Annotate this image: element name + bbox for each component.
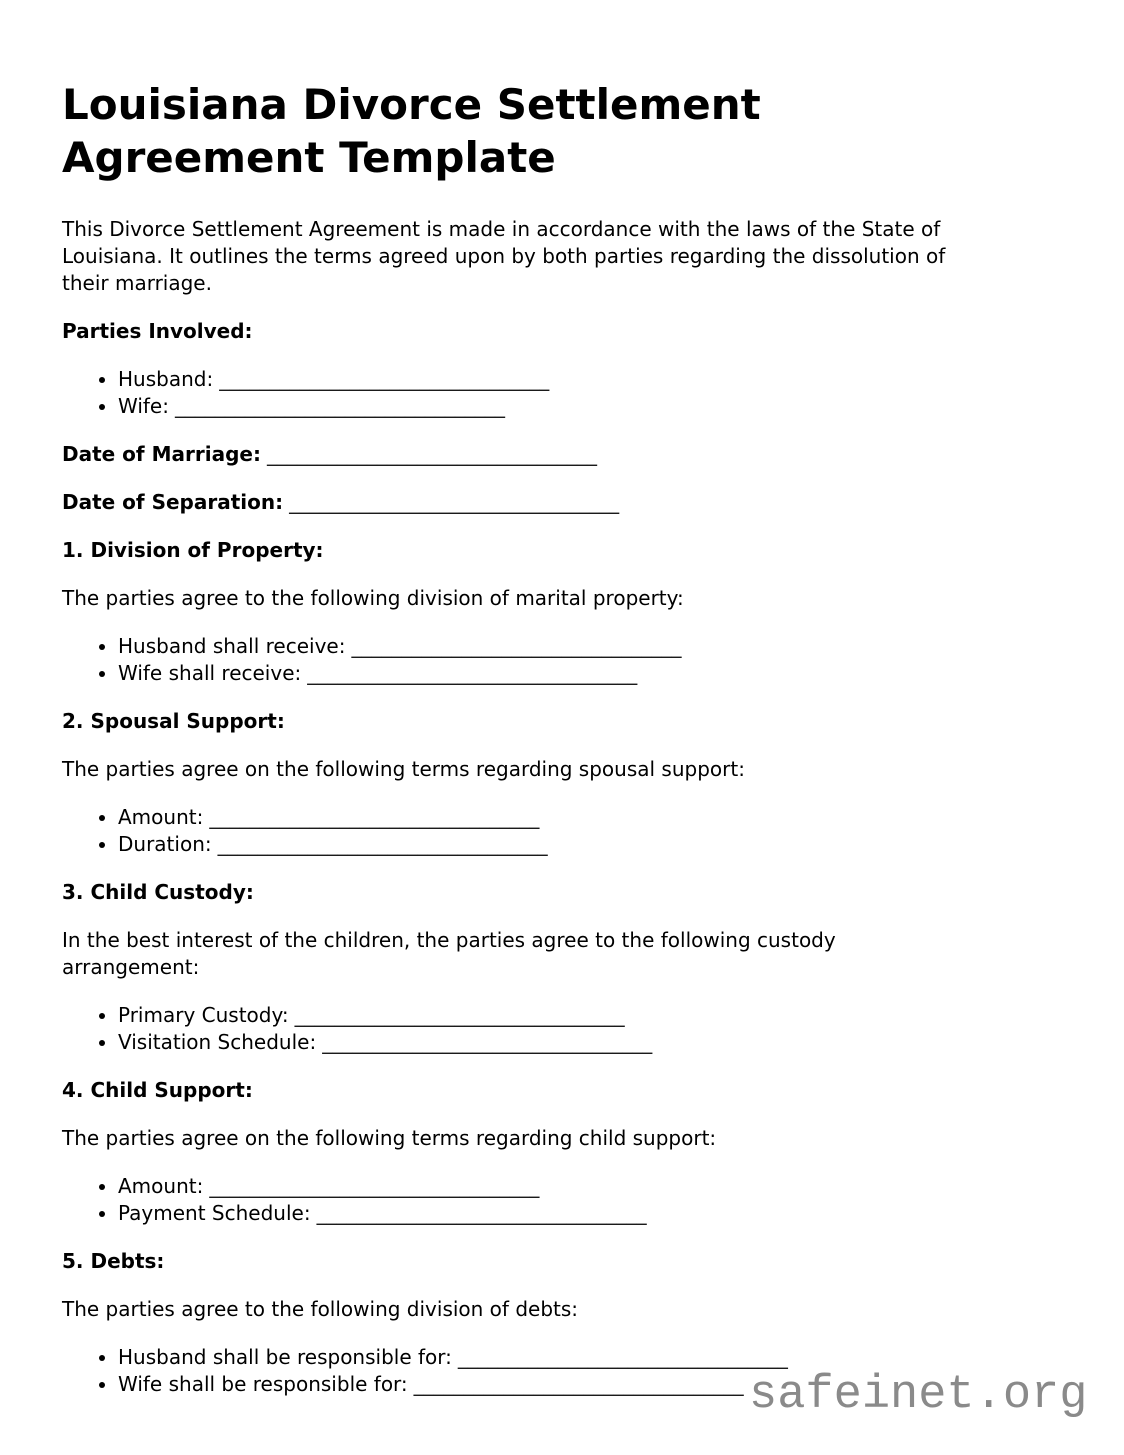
date-of-separation-blank-line: _________________________________ xyxy=(289,490,620,514)
husband-shall-receive-label: Husband shall receive: xyxy=(118,634,346,658)
payment-schedule-label: Payment Schedule: xyxy=(118,1201,311,1225)
child-support-amount-blank-line: _________________________________ xyxy=(209,1174,540,1198)
intro-line-2: Louisiana. It outlines the terms agreed upon by both parties regarding the dissolution of xyxy=(62,244,946,268)
page-title-line-2: Agreement Template xyxy=(62,133,556,182)
wife-responsible-field xyxy=(118,1371,1062,1398)
spousal-support-list xyxy=(62,804,1062,858)
spousal-duration-blank-line: _________________________________ xyxy=(217,832,548,856)
date-of-separation-field xyxy=(62,489,1062,516)
spousal-duration-field xyxy=(118,831,1062,858)
date-of-marriage-blank-line: _________________________________ xyxy=(266,442,597,466)
wife-label: Wife: xyxy=(118,394,169,418)
husband-blank-line: _________________________________ xyxy=(219,367,550,391)
wife-responsible-blank-line: _________________________________ xyxy=(413,1372,744,1396)
wife-shall-receive-field xyxy=(118,660,1062,687)
child-custody-list xyxy=(62,1002,1062,1056)
wife-shall-receive-blank-line: _________________________________ xyxy=(307,661,638,685)
visitation-schedule-label: Visitation Schedule: xyxy=(118,1030,317,1054)
page-title-line-1: Louisiana Divorce Settlement xyxy=(62,80,761,129)
husband-responsible-blank-line: _________________________________ xyxy=(457,1345,788,1369)
section-paragraph-child-custody xyxy=(62,927,1062,981)
husband-shall-receive-blank-line: _________________________________ xyxy=(351,634,682,658)
parties-list xyxy=(62,366,1062,420)
primary-custody-label: Primary Custody: xyxy=(118,1003,289,1027)
wife-field xyxy=(118,393,1062,420)
intro-paragraph xyxy=(62,216,1062,297)
spousal-amount-blank-line: _________________________________ xyxy=(209,805,540,829)
husband-responsible-field xyxy=(118,1344,1062,1371)
date-of-marriage-label: Date of Marriage: xyxy=(62,442,261,466)
husband-shall-receive-field xyxy=(118,633,1062,660)
spousal-duration-label: Duration: xyxy=(118,832,212,856)
section-paragraph-spousal-support: The parties agree on the following terms regarding spousal support: xyxy=(62,757,745,781)
section-paragraph-division-of-property: The parties agree to the following division of marital property: xyxy=(62,586,684,610)
visitation-schedule-field xyxy=(118,1029,1062,1056)
wife-shall-receive-label: Wife shall receive: xyxy=(118,661,302,685)
child-support-amount-label: Amount: xyxy=(118,1174,204,1198)
payment-schedule-blank-line: _________________________________ xyxy=(316,1201,647,1225)
section-heading-spousal-support: 2. Spousal Support: xyxy=(62,709,285,733)
intro-line-3: their marriage. xyxy=(62,271,212,295)
section-paragraph-debts: The parties agree to the following division of debts: xyxy=(62,1297,579,1321)
husband-responsible-label: Husband shall be responsible for: xyxy=(118,1345,452,1369)
child-support-list xyxy=(62,1173,1062,1227)
wife-blank-line: _________________________________ xyxy=(174,394,505,418)
husband-label: Husband: xyxy=(118,367,214,391)
section-heading-debts: 5. Debts: xyxy=(62,1249,165,1273)
debts-list xyxy=(62,1344,1062,1398)
husband-field xyxy=(118,366,1062,393)
wife-responsible-label: Wife shall be responsible for: xyxy=(118,1372,408,1396)
watermark: safeinet.org xyxy=(749,1369,1088,1422)
division-of-property-list xyxy=(62,633,1062,687)
primary-custody-blank-line: _________________________________ xyxy=(294,1003,625,1027)
intro-line-1: This Divorce Settlement Agreement is made in accordance with the laws of the State of xyxy=(62,217,941,241)
child-support-amount-field xyxy=(118,1173,1062,1200)
section-heading-child-support: 4. Child Support: xyxy=(62,1078,253,1102)
parties-involved-heading: Parties Involved: xyxy=(62,319,253,343)
date-of-marriage-field xyxy=(62,441,1062,468)
section-heading-child-custody: 3. Child Custody: xyxy=(62,880,254,904)
section-heading-division-of-property: 1. Division of Property: xyxy=(62,538,324,562)
section-paragraph-child-support: The parties agree on the following terms regarding child support: xyxy=(62,1126,717,1150)
spousal-amount-field xyxy=(118,804,1062,831)
spousal-amount-label: Amount: xyxy=(118,805,204,829)
primary-custody-field xyxy=(118,1002,1062,1029)
payment-schedule-field xyxy=(118,1200,1062,1227)
page-title xyxy=(62,78,1062,184)
visitation-schedule-blank-line: _________________________________ xyxy=(322,1030,653,1054)
date-of-separation-label: Date of Separation: xyxy=(62,490,284,514)
child-custody-paragraph-line-1: In the best interest of the children, the parties agree to the following custody xyxy=(62,928,836,952)
child-custody-paragraph-line-2: arrangement: xyxy=(62,955,200,979)
